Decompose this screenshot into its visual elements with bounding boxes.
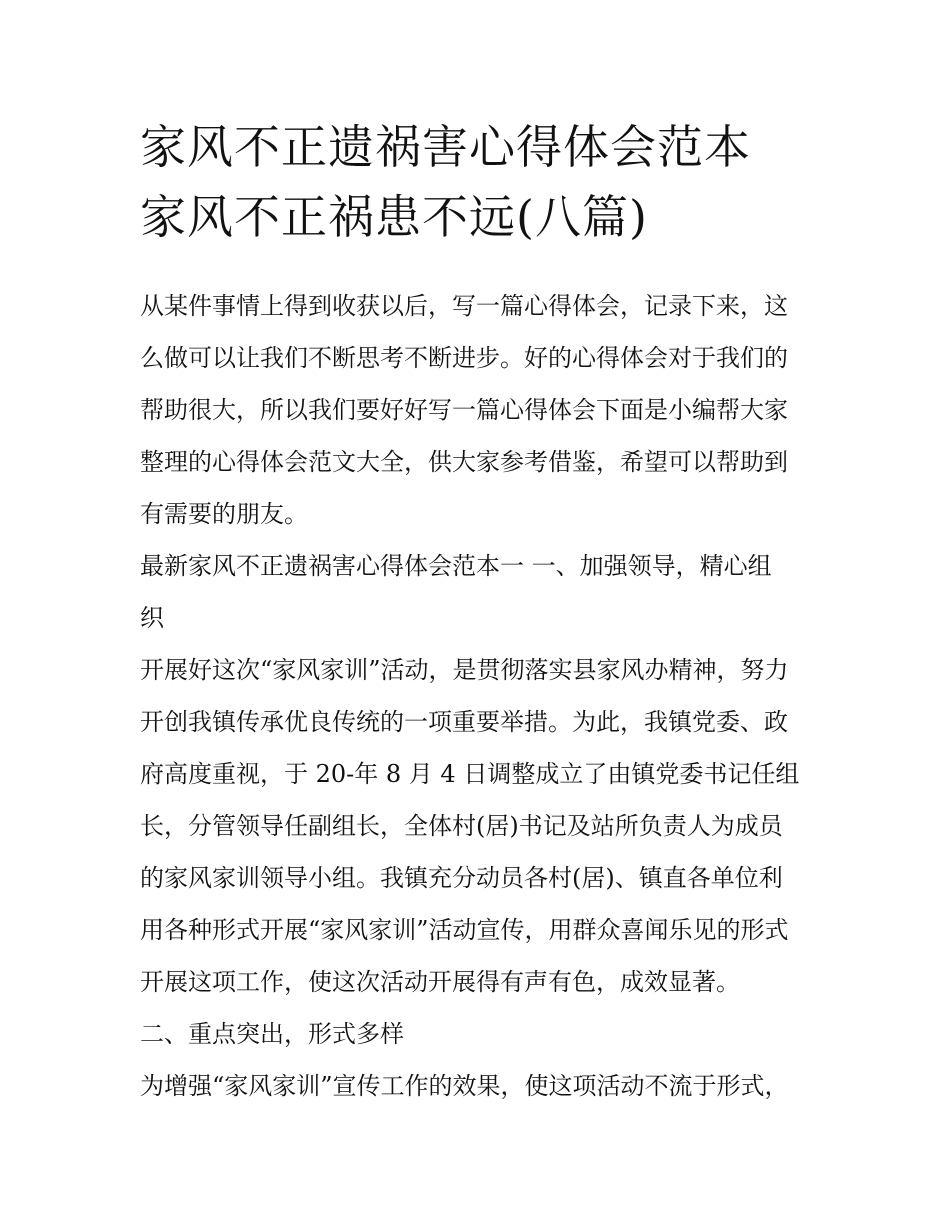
body-line: 从某件事情上得到收获以后，写一篇心得体会，记录下来，这 — [140, 292, 788, 320]
body-line: 么做可以让我们不断思考不断进步。好的心得体会对于我们的 — [140, 344, 788, 372]
body-line: 开展好这次“家风家训”活动，是贯彻落实县家风办精神，努力 — [140, 656, 789, 684]
title-line-1: 家风不正遗祸害心得体会范本 — [140, 120, 751, 174]
document-title — [140, 112, 820, 252]
document-body — [140, 280, 820, 1112]
title-line-2: 家风不正祸患不远(八篇) — [140, 190, 648, 244]
body-line: 有需要的朋友。 — [140, 500, 308, 528]
section-heading-line: 织 — [140, 604, 164, 632]
body-line: 开展这项工作，使这次活动开展得有声有色，成效显著。 — [140, 968, 740, 996]
section-heading-line: 二、重点突出，形式多样 — [140, 1020, 404, 1048]
body-line: 开创我镇传承优良传统的一项重要举措。为此，我镇党委、政 — [140, 708, 788, 736]
body-line: 的家风家训领导小组。我镇充分动员各村(居)、镇直各单位利 — [140, 864, 783, 892]
section-heading-line: 最新家风不正遗祸害心得体会范本一 一、加强领导，精心组 — [140, 552, 772, 580]
body-line: 用各种形式开展“家风家训”活动宣传，用群众喜闻乐见的形式 — [140, 916, 789, 944]
body-line: 为增强“家风家训”宣传工作的效果，使这项活动不流于形式， — [140, 1072, 789, 1100]
body-line: 帮助很大，所以我们要好好写一篇心得体会下面是小编帮大家 — [140, 396, 788, 424]
body-line: 整理的心得体会范文大全，供大家参考借鉴，希望可以帮助到 — [140, 448, 788, 476]
body-line: 长，分管领导任副组长，全体村(居)书记及站所负责人为成员 — [140, 812, 783, 840]
body-line: 府高度重视，于 20-年 8 月 4 日调整成立了由镇党委书记任组 — [140, 760, 800, 788]
